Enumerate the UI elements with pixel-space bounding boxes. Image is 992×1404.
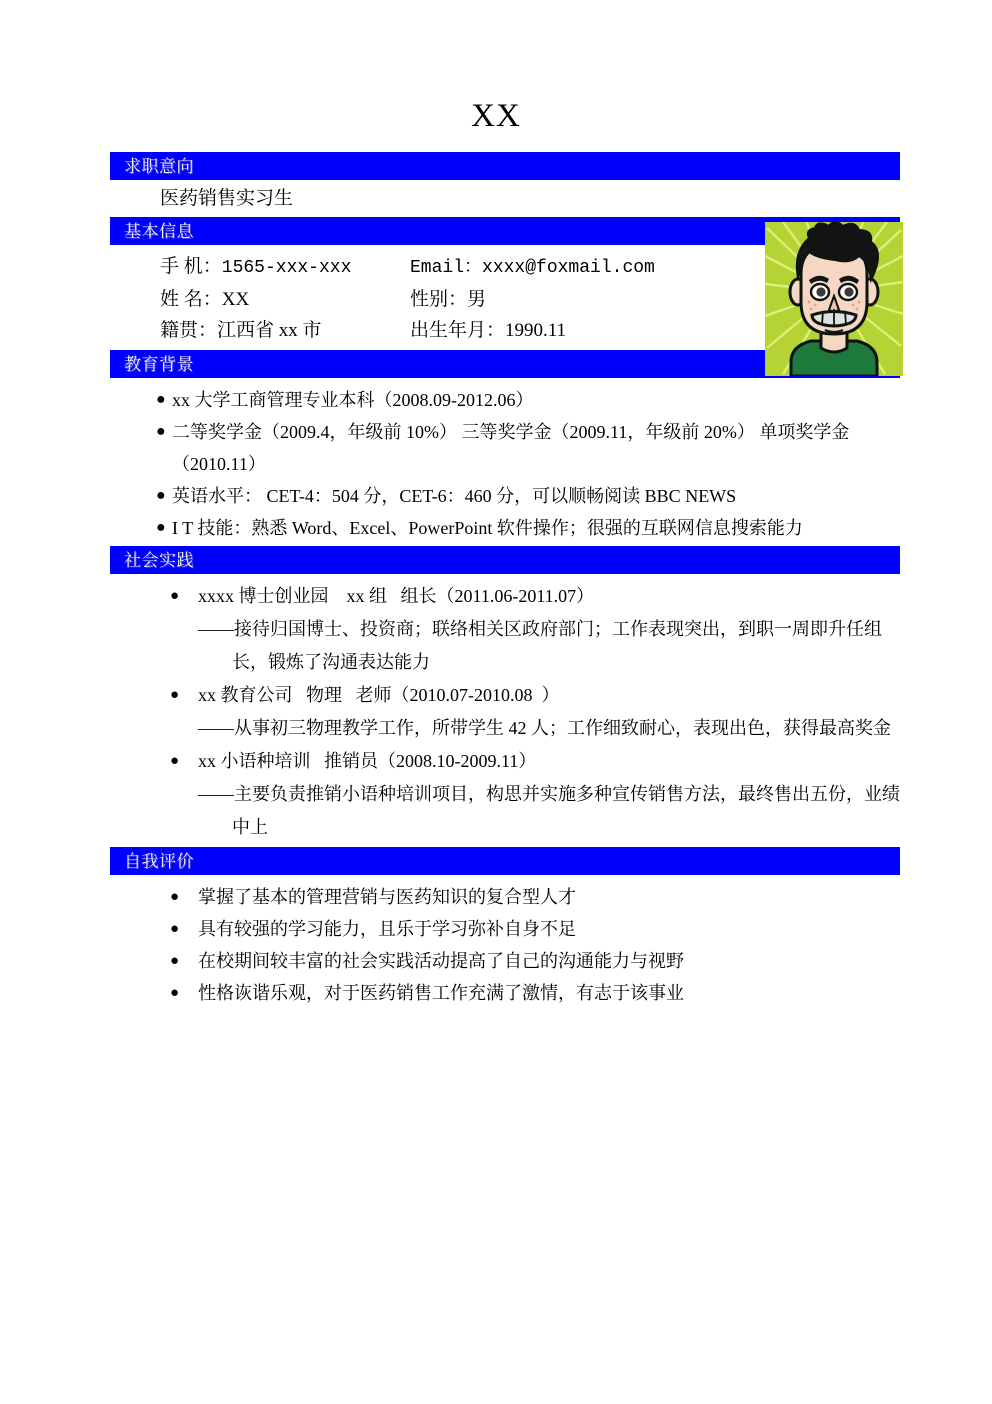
job-objective-text: 医药销售实习生 [160,188,294,209]
bullet-icon: ● [170,687,180,703]
info-phone-value: 1565-xxx-xxx [221,258,352,278]
education-text: I T 技能：熟悉 Word、Excel、PowerPoint 软件操作；很强的互联网信息搜索能力 [172,518,803,538]
bullet-icon: ● [170,985,180,1001]
list-item [110,384,900,416]
education-body [110,378,900,546]
practice-description: ——接待归国博士、投资商；联络相关区政府部门；工作表现突出，到职一周即升任组长，锻炼了沟通表达能力 [198,619,882,672]
section-header-label: 自我评价 [124,852,194,871]
bullet-icon: ● [170,889,180,905]
bullet-icon: ● [156,423,166,440]
practice-title: xx 教育公司 物理 老师（2010.07-2010.08 ） [198,685,560,705]
evaluation-text: 掌握了基本的管理营销与医药知识的复合型人才 [198,887,576,907]
job-objective-body [110,180,900,217]
bullet-icon: ● [156,487,166,504]
section-header-label: 基本信息 [124,222,194,241]
info-hometown: 籍贯：江西省 xx 市 [160,320,322,341]
list-item [110,416,900,480]
practice-description: ——从事初三物理教学工作，所带学生 42 人；工作细致耐心，表现出色，获得最高奖金 [198,718,891,738]
info-gender: 性别：男 [410,289,487,310]
bullet-icon: ● [156,391,166,408]
education-text: 二等奖学金（2009.4，年级前 10%） 三等奖学金（2009.11，年级前 20%） 单项奖学金（2010.11） [172,422,850,474]
section-header-label: 求职意向 [124,157,194,176]
avatar [765,222,903,376]
info-name: 姓 名：XX [160,289,250,310]
list-item [110,580,900,679]
bullet-icon: ● [170,953,180,969]
evaluation-text: 性格诙谐乐观，对于医药销售工作充满了激情，有志于该事业 [198,983,684,1003]
page-title: XX [471,98,521,134]
section-header-job-objective [110,152,900,180]
list-item [110,881,900,913]
education-text: 英语水平： CET-4：504 分，CET-6：460 分，可以顺畅阅读 BBC NEWS [172,486,737,506]
info-phone: 手 机：1565-xxx-xxx [160,256,352,278]
bullet-icon: ● [170,588,180,604]
section-header-label: 教育背景 [124,355,194,374]
info-email: Email：xxxx@foxmail.com [410,258,655,278]
section-header-self-evaluation [110,847,900,875]
practice-title: xx 小语种培训 推销员（2008.10-2009.11） [198,751,537,771]
bullet-icon: ● [170,921,180,937]
list-item [110,512,900,544]
social-practice-body [110,574,900,847]
self-evaluation-body [110,875,900,1012]
list-item [110,913,900,945]
info-birthdate: 出生年月：1990.11 [410,320,567,341]
education-text: xx 大学工商管理专业本科（2008.09-2012.06） [172,390,534,410]
list-item [110,945,900,977]
list-item [110,480,900,512]
evaluation-text: 在校期间较丰富的社会实践活动提高了自己的沟通能力与视野 [198,951,684,971]
bullet-icon: ● [156,519,166,536]
practice-title: xxxx 博士创业园 xx 组 组长（2011.06-2011.07） [198,586,595,606]
list-item [110,745,900,844]
practice-description: ——主要负责推销小语种培训项目，构思并实施多种宣传销售方法，最终售出五份，业绩中上 [198,784,900,837]
info-email-value: xxxx@foxmail.com [482,258,655,278]
section-header-label: 社会实践 [124,551,194,570]
bullet-icon: ● [170,753,180,769]
section-header-social-practice [110,546,900,574]
evaluation-text: 具有较强的学习能力，且乐于学习弥补自身不足 [198,919,576,939]
list-item [110,679,900,745]
list-item [110,977,900,1009]
